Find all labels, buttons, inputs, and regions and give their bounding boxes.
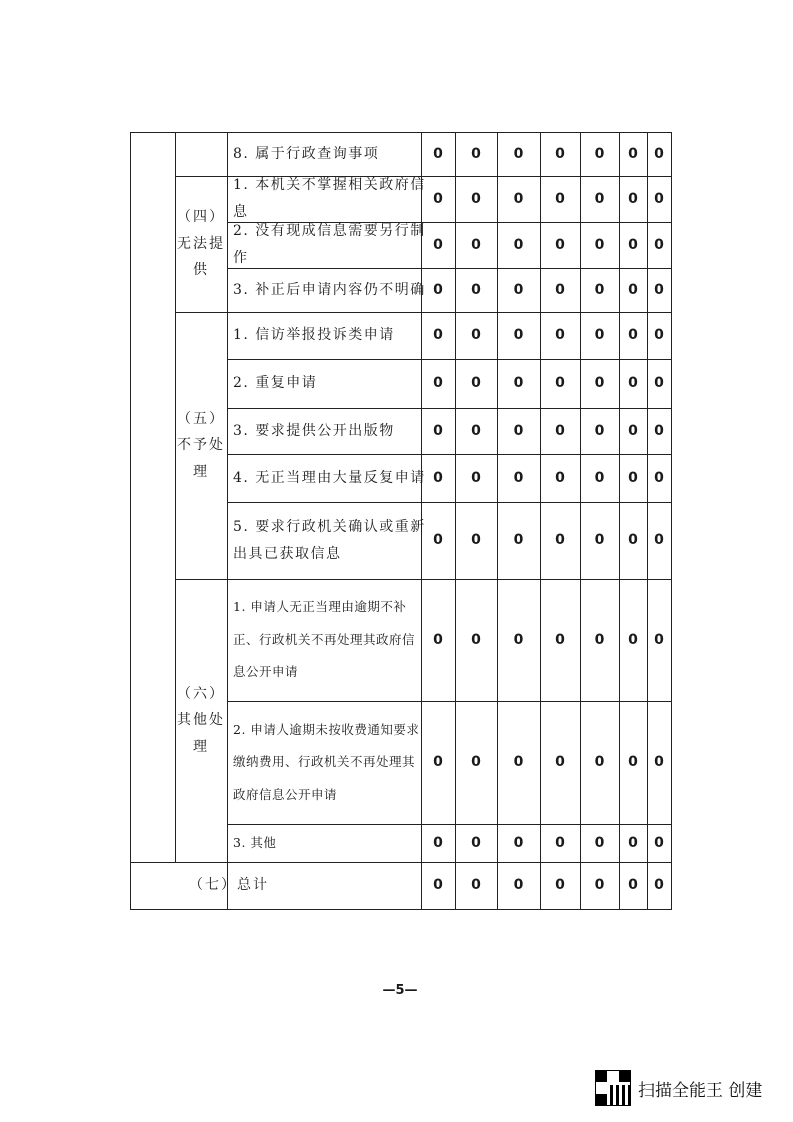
value-cell: 0 [594,236,605,253]
value-cell: 0 [654,236,664,253]
value-cell: 0 [433,754,443,771]
value-cell: 0 [654,146,664,163]
value-cell: 0 [555,877,565,894]
value-cell: 0 [433,281,443,298]
value-cell: 0 [654,327,664,344]
value-cell: 0 [513,236,524,253]
value-cell: 0 [628,375,638,392]
value-cell: 0 [513,754,524,771]
value-cell: 0 [513,631,524,648]
value-cell: 0 [654,754,664,771]
value-cell: 0 [555,422,565,439]
value-cell: 0 [594,532,605,549]
value-cell: 0 [654,532,664,549]
value-cell: 0 [433,146,443,163]
qr-code-icon [596,1071,630,1105]
value-cell: 0 [555,631,565,648]
value-cell: 0 [513,146,524,163]
value-cell: 0 [628,281,638,298]
value-cell: 0 [654,281,664,298]
value-cell: 0 [471,281,481,298]
value-cell: 0 [471,631,481,648]
row-item-label: 4. 无正当理由大量反复申请 [233,469,426,486]
value-cell: 0 [628,422,638,439]
row-item-label: 3. 补正后申请内容仍不明确 [233,281,426,298]
value-cell: 0 [471,327,481,344]
row-item-label: 3. 要求提供公开出版物 [233,422,395,439]
value-cell: 0 [433,631,443,648]
value-cell: 0 [433,877,443,894]
value-cell: 0 [433,469,443,486]
value-cell: 0 [513,327,524,344]
value-cell: 0 [594,834,605,851]
value-cell: 0 [628,146,638,163]
value-cell: 0 [471,754,481,771]
value-cell: 0 [471,422,481,439]
value-cell: 0 [471,532,481,549]
value-cell: 0 [555,375,565,392]
value-cell: 0 [555,281,565,298]
row-item-label: 8. 属于行政查询事项 [233,146,380,163]
value-cell: 0 [594,190,605,207]
value-cell: 0 [628,631,638,648]
value-cell: 0 [471,190,481,207]
value-cell: 0 [471,877,481,894]
value-cell: 0 [628,327,638,344]
value-cell: 0 [555,532,565,549]
value-cell: 0 [654,190,664,207]
section-6-label: （六）其他处理 [177,685,225,755]
value-cell: 0 [433,532,443,549]
row-item-label: 1. 申请人无正当理由逾期不补正、行政机关不再处理其政府信息公开申请 [233,599,416,680]
row-item-label: 2. 没有现成信息需要另行制作 [233,223,426,266]
total-label: （七）总计 [189,877,269,894]
value-cell: 0 [433,236,443,253]
value-cell: 0 [594,422,605,439]
value-cell: 0 [433,190,443,207]
value-cell: 0 [594,754,605,771]
value-cell: 0 [513,877,524,894]
value-cell: 0 [555,190,565,207]
scan-watermark-label: 扫描全能王 创建 [638,1080,763,1101]
value-cell: 0 [513,469,524,486]
value-cell: 0 [594,877,605,894]
value-cell: 0 [555,236,565,253]
page-number: —5— [382,983,418,998]
value-cell: 0 [628,754,638,771]
value-cell: 0 [628,469,638,486]
value-cell: 0 [594,375,605,392]
value-cell: 0 [471,834,481,851]
value-cell: 0 [628,190,638,207]
value-cell: 0 [594,146,605,163]
row-item-label: 1. 本机关不掌握相关政府信息 [233,177,426,220]
value-cell: 0 [555,469,565,486]
section-4-label: （四）无法提供 [177,209,225,279]
value-cell: 0 [433,422,443,439]
row-item-label: 2. 申请人逾期未按收费通知要求缴纳费用、行政机关不再处理其政府信息公开申请 [233,721,420,802]
value-cell: 0 [513,281,524,298]
value-cell: 0 [433,327,443,344]
value-cell: 0 [555,327,565,344]
section-5-label: （五）不予处理 [177,410,225,480]
value-cell: 0 [513,834,524,851]
value-cell: 0 [433,834,443,851]
value-cell: 0 [555,754,565,771]
value-cell: 0 [654,631,664,648]
statistics-table [130,132,672,910]
value-cell: 0 [513,422,524,439]
value-cell: 0 [594,281,605,298]
scan-watermark [596,1071,762,1105]
row-item-label: 1. 信访举报投诉类申请 [233,327,395,344]
value-cell: 0 [471,469,481,486]
value-cell: 0 [594,631,605,648]
value-cell: 0 [513,532,524,549]
value-cell: 0 [654,469,664,486]
row-item-label: 2. 重复申请 [233,375,318,392]
value-cell: 0 [471,146,481,163]
value-cell: 0 [433,375,443,392]
value-cell: 0 [628,834,638,851]
row-item-label: 3. 其他 [233,834,277,850]
value-cell: 0 [555,834,565,851]
value-cell: 0 [594,327,605,344]
value-cell: 0 [471,236,481,253]
value-cell: 0 [654,834,664,851]
value-cell: 0 [654,422,664,439]
value-cell: 0 [654,375,664,392]
value-cell: 0 [628,236,638,253]
value-cell: 0 [513,190,524,207]
value-cell: 0 [628,877,638,894]
value-cell: 0 [628,532,638,549]
value-cell: 0 [654,877,664,894]
value-cell: 0 [594,469,605,486]
value-cell: 0 [513,375,524,392]
value-cell: 0 [471,375,481,392]
value-cell: 0 [555,146,565,163]
row-item-label: 5. 要求行政机关确认或重新出具已获取信息 [233,518,426,562]
